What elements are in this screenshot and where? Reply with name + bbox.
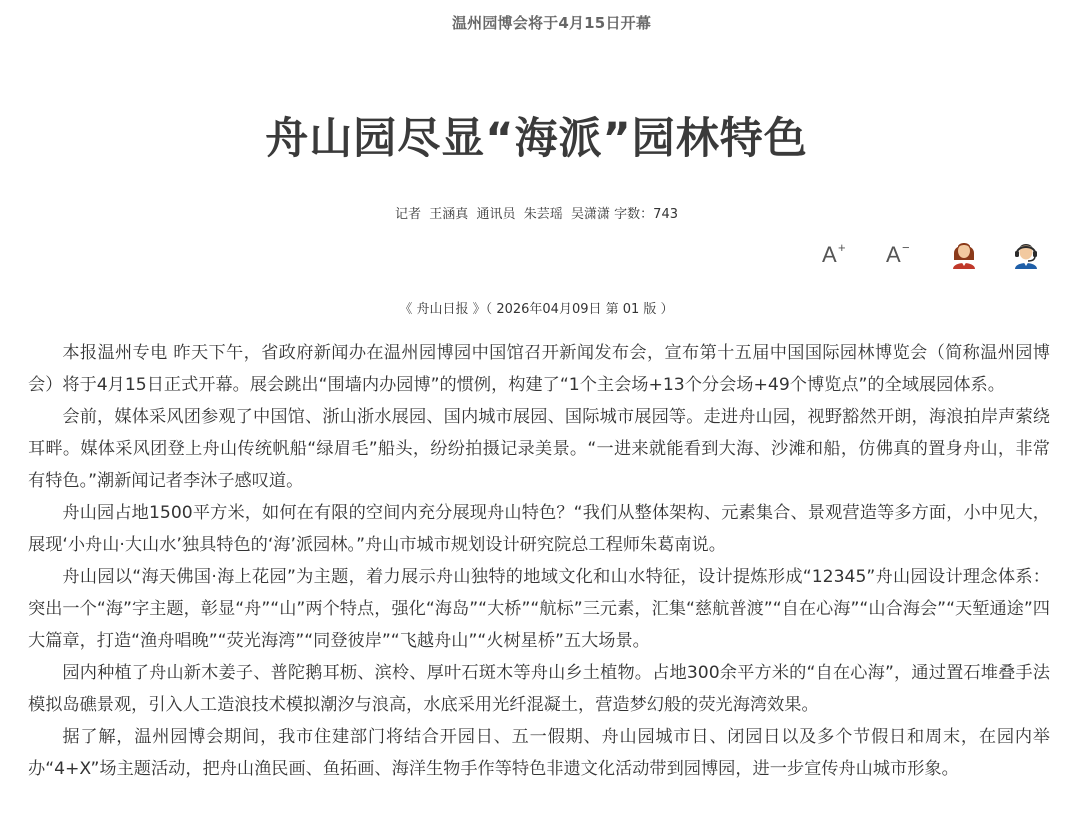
article-paragraph: 舟山园以“海天佛国·海上花园”为主题，着力展示舟山独特的地域文化和山水特征，设计提炼形成“12345”舟山园设计理念体系：突出一个“海”字主题，彰显“舟”“山”两个特点，强化“海岛”“大桥”“航标”三元素，汇集“慈航普渡”“自在心海”“山合海会”“天堑通途”四大篇章，打造“渔舟唱晚”“荧光海湾”“同登彼岸”“飞越舟山”“火树星桥”五大场景。 (28, 567, 1050, 651)
font-decrease-letter: A (886, 242, 901, 267)
font-increase-button[interactable] (818, 236, 854, 272)
reading-toolbar (812, 236, 1052, 272)
male-voice-icon (1008, 236, 1044, 272)
font-decrease-icon (882, 236, 918, 272)
font-increase-letter: A (822, 242, 837, 267)
article-paragraph: 会前，媒体采风团参观了中国馆、浙山浙水展园、国内城市展园、国际城市展园等。走进舟山园，视野豁然开朗，海浪拍岸声萦绕耳畔。媒体采风团登上舟山传统帆船“绿眉毛”船头，纷纷拍摄记录美景。“一进来就能看到大海、沙滩和船，仿佛真的置身舟山，非常有特色。”潮新闻记者李沐子感叹道。 (28, 407, 1050, 491)
male-voice-button[interactable] (1008, 236, 1044, 272)
font-increase-mark: + (838, 240, 846, 255)
article-headline: 舟山园尽显“海派”园林特色 (265, 114, 808, 164)
female-voice-button[interactable] (946, 236, 982, 272)
article-source: 《 舟山日报 》（ 2026年04月09日 第 01 版 ） (399, 302, 674, 317)
article-paragraph: 本报温州专电 昨天下午，省政府新闻办在温州园博园中国馆召开新闻发布会，宣布第十五届中国国际园林博览会（简称温州园博会）将于4月15日正式开幕。展会跳出“围墙内办园博”的惯例，构建了“1个主会场+13个分会场+49个博览点”的全域展园体系。 (28, 343, 1050, 395)
female-voice-icon (946, 236, 982, 272)
font-decrease-button[interactable] (882, 236, 918, 272)
article-paragraph: 园内种植了舟山新木姜子、普陀鹅耳枥、滨柃、厚叶石斑木等舟山乡土植物。占地300余平方米的“自在心海”，通过置石堆叠手法模拟岛礁景观，引入人工造浪技术模拟潮汐与浪高，水底采用光纤混凝土，营造梦幻般的荧光海湾效果。 (28, 663, 1050, 715)
article-paragraph: 据了解，温州园博会期间，我市住建部门将结合开园日、五一假期、舟山园城市日、闭园日以及多个节假日和周末，在园内举办“4+X”场主题活动，把舟山渔民画、鱼拓画、海洋生物手作等特色非遗文化活动带到园博园，进一步宣传舟山城市形象。 (28, 727, 1050, 779)
font-decrease-mark: − (902, 240, 910, 255)
article-kicker: 温州园博会将于4月15日开幕 (451, 14, 652, 32)
article-body (28, 337, 1050, 785)
article-byline: 记者 王涵真 通讯员 朱芸瑶 吴潇潇 字数：743 (394, 207, 678, 222)
article-paragraph: 舟山园占地1500平方米，如何在有限的空间内充分展现舟山特色？“我们从整体架构、元素集合、景观营造等多方面，小中见大，展现‘小舟山·大山水’独具特色的‘海’派园林。”舟山市城市规划设计研究院总工程师朱葛南说。 (28, 503, 1050, 555)
font-increase-icon (818, 236, 854, 272)
